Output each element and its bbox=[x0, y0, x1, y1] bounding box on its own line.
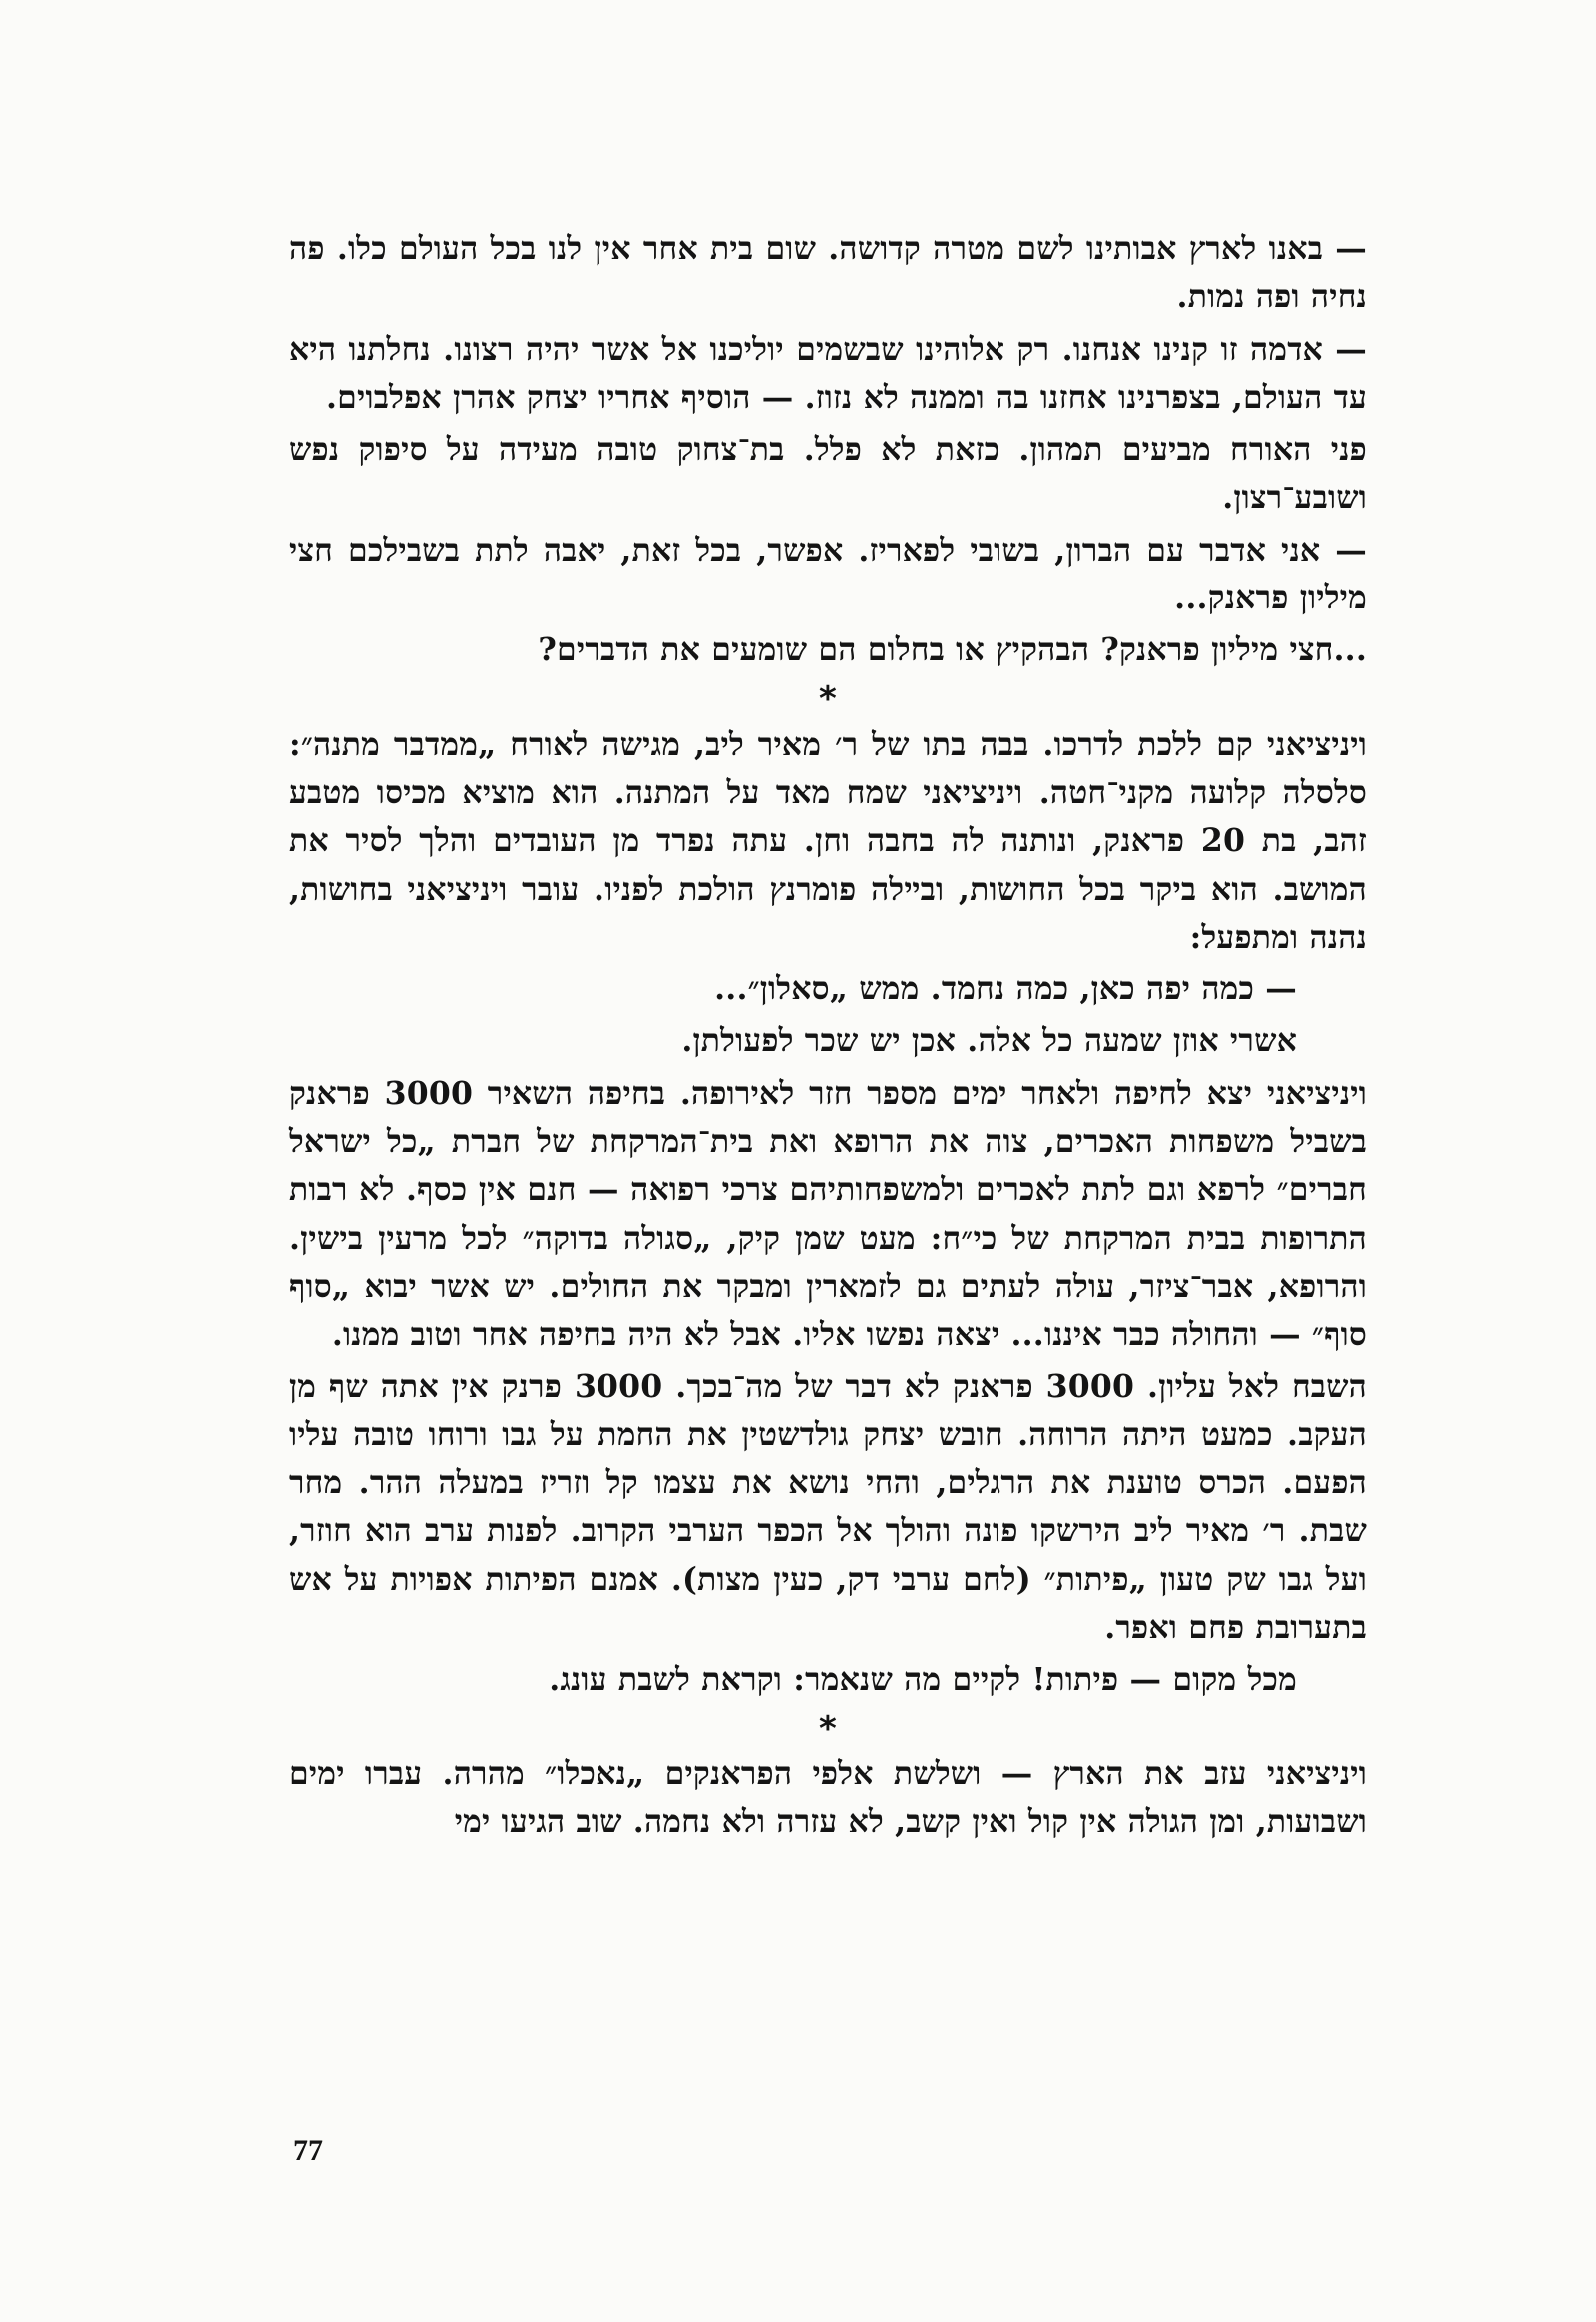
paragraph: — אני אדבר עם הברון, בשובי לפאריז. אפשר, בכל זאת, יאבה לתת בשבילכם חצי מיליון פראנק... bbox=[289, 531, 1367, 617]
section-separator: * bbox=[819, 678, 837, 719]
paragraph: אשרי אוזן שמעה כל אלה. אכן יש שכר לפעולתן. bbox=[681, 1022, 1297, 1060]
paragraph: השבח לאל עליון. 3000 פראנק לא דבר של מה־בכך. 3000 פרנק אין אתה שף מן העקב. כמעט היתה הרוחה. חובש יצחק גולדשטין את החמת על גבו ורוחו טובה עליו הפעם. הכרס טוענת את הרגלים, והחי נושא את עצמו קל וזריז במעלה ההר. מחר שבת. ר׳ מאיר ליב הירשקו פונה והולך אל הכפר הערבי הקרוב. לפנות ערב הוא חוזר, ועל גבו שק טעון „פיתות״ (לחם ערבי דק, כעין מצות). אמנם הפיתות אפויות על אש בתערובת פחם ואפר. bbox=[289, 1367, 1367, 1647]
page-body bbox=[289, 225, 1367, 1850]
page-number: 77 bbox=[293, 2134, 323, 2167]
paragraph: ...חצי מיליון פראנק? הבהקיץ או בחלום הם שומעים את הדברים? bbox=[538, 631, 1367, 669]
paragraph: ויניציאני קם ללכת לדרכו. בבה בתו של ר׳ מאיר ליב, מגישה לאורח „ממדבר מתנה״: סלסלה קלועה מקני־חטה. ויניציאני שמח מאד על המתנה. הוא מוציא מכיסו מטבע זהב, בת 20 פראנק, ונותנה לה בחבה וחן. עתה נפרד מן העובדים והלך לסיר את המושב. הוא ביקר בכל החושות, ובײלה פומרנץ הולכת לפניו. עובר ויניציאני בחושות, נהנה ומתפעל: bbox=[289, 725, 1367, 956]
paragraph: ויניציאני יצא לחיפה ולאחר ימים מספר חזר לאירופה. בחיפה השאיר 3000 פראנק בשביל משפחות האכרים, צוה את הרופא ואת בית־המרקחת של חברת „כל ישראל חברים״ לרפא וגם לתת לאכרים ולמשפחותיהם צרכי רפואה — חנם אין כסף. לא רבות התרופות בבית המרקחת של כי״ח: מעט שמן קיק, „סגולה בדוקה״ לכל מרעין בישין. והרופא, אבר־ציזר, עולה לעתים גם לזמארין ומבקר את החולים. יש אשר יבוא „סוף סוף״ — והחולה כבר איננו... יצאה נפשו אליו. אבל לא היה בחיפה אחר וטוב ממנו. bbox=[289, 1074, 1367, 1354]
paragraph: מכל מקום — פיתות! לקיים מה שנאמר: וקראת לשבת עונג. bbox=[549, 1661, 1297, 1699]
paragraph: פני האורח מביעים תמהון. כזאת לא פלל. בת־צחוק טובה מעידה על סיפוק נפש ושובע־רצון. bbox=[289, 431, 1367, 517]
paragraph: ויניציאני עזב את הארץ — ושלשת אלפי הפראנקים „נאכלו״ מהרה. עברו ימים ושבועות, ומן הגולה אין קול ואין קשב, לא עזרה ולא נחמה. שוב הגיעו ימי bbox=[289, 1754, 1367, 1840]
paragraph: — באנו לארץ אבותינו לשם מטרה קדושה. שום בית אחר אין לנו בכל העולם כלו. פה נחיה ופה נמות. bbox=[289, 230, 1367, 316]
paragraph: — כמה יפה כאן, כמה נחמד. ממש „סאלון״... bbox=[714, 970, 1297, 1008]
paragraph: — אדמה זו קנינו אנחנו. רק אלוהינו שבשמים יוליכנו אל אשר יהיה רצונו. נחלתנו היא עד העולם, בצפרנינו אחזנו בה וממנה לא נזוז. — הוסיף אחריו יצחק אהרן אפלבוים. bbox=[289, 330, 1367, 416]
section-separator: * bbox=[819, 1708, 837, 1748]
